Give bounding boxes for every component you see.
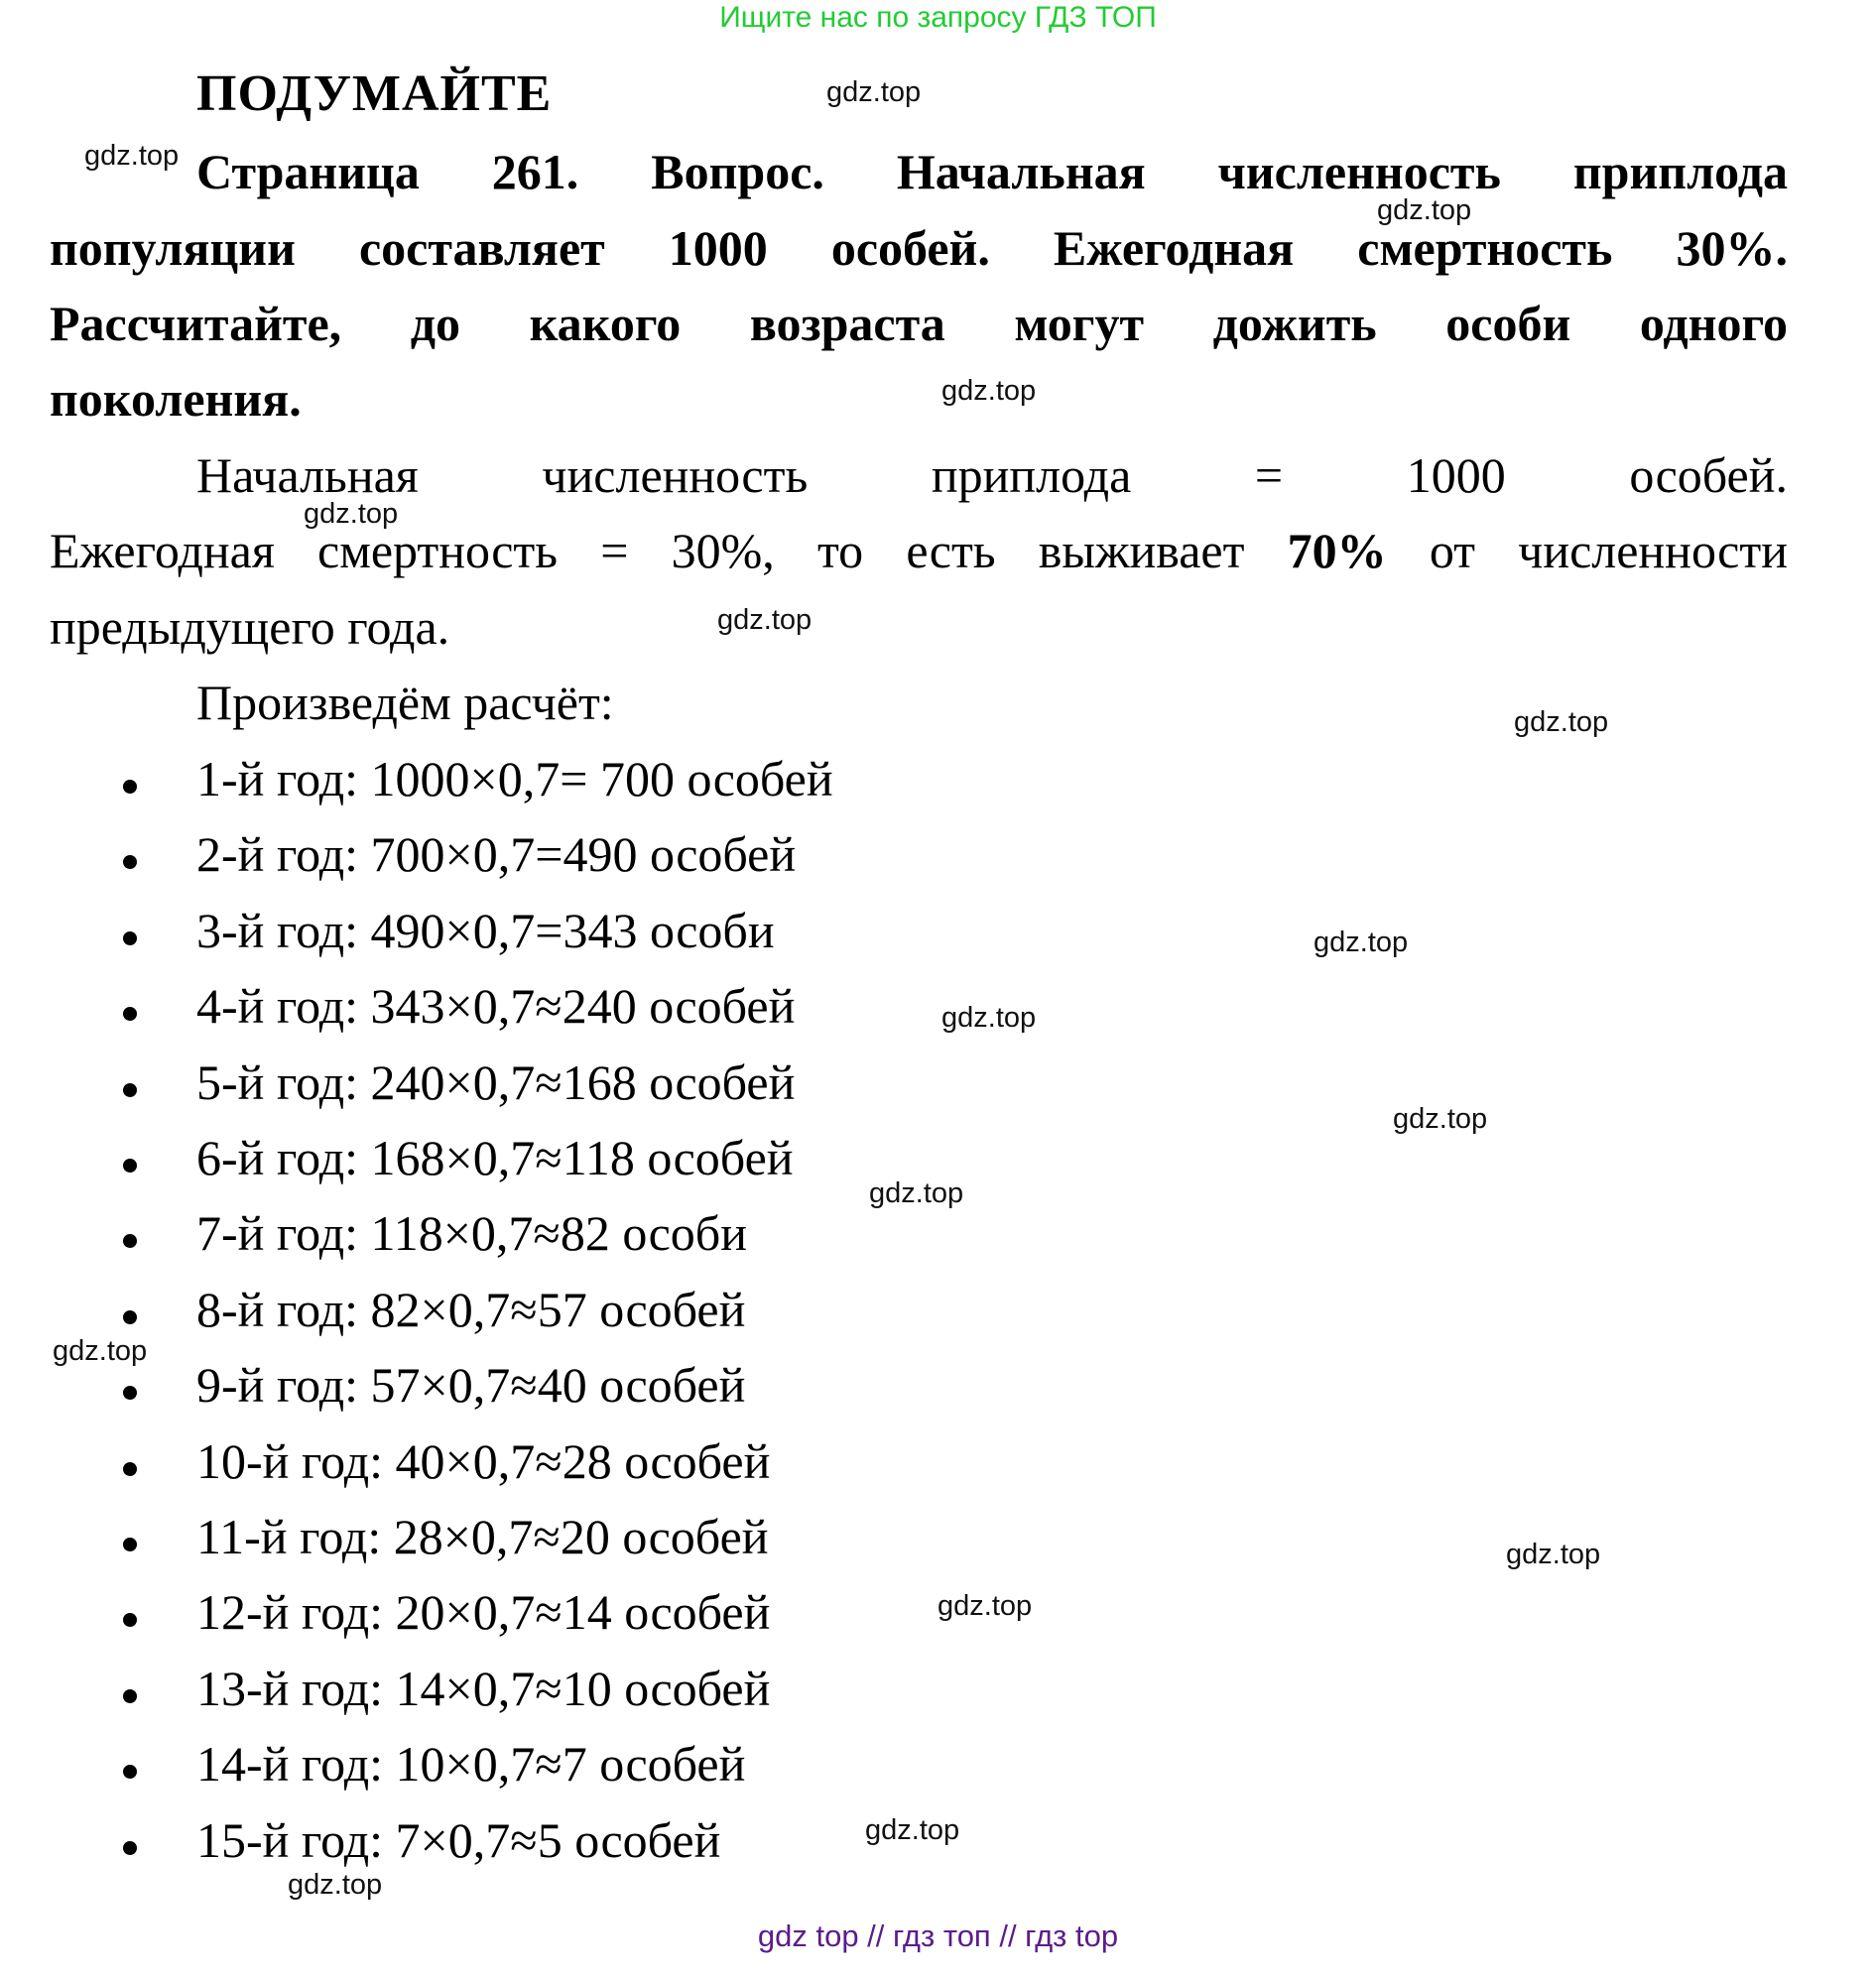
list-item: 14-й год: 10×0,7≈7 особей [196, 1736, 746, 1793]
list-item: 3-й год: 490×0,7=343 особи [196, 902, 775, 958]
watermark: gdz.top [869, 1177, 964, 1209]
question-line: Страница 261. Вопрос. Начальная численность приплода [196, 144, 1788, 199]
watermark: gdz.top [938, 1590, 1033, 1622]
answer-line: Начальная численность приплода = 1000 особей. [196, 447, 1788, 503]
bullet-icon [123, 1462, 137, 1476]
top-banner[interactable]: Ищите нас по запросу ГДЗ ТОП [719, 1, 1157, 34]
answer-line: предыдущего года. [50, 599, 450, 655]
question-line: поколения. [50, 371, 302, 427]
answer-text: Ежегодная смертность = 30%, то есть выживает [50, 523, 1288, 578]
watermark: gdz.top [53, 1335, 148, 1367]
list-item: 1-й год: 1000×0,7= 700 особей [196, 751, 833, 806]
watermark: gdz.top [288, 1869, 383, 1901]
watermark: gdz.top [1377, 194, 1472, 226]
bullet-icon [123, 1538, 137, 1551]
answer-line [50, 521, 1788, 580]
watermark: gdz.top [1514, 706, 1609, 738]
bullet-icon [123, 1841, 137, 1855]
bullet-icon [123, 931, 137, 945]
question-line: популяции составляет 1000 особей. Ежегодная смертность 30%. [50, 220, 1788, 276]
list-item: 5-й год: 240×0,7≈168 особей [196, 1053, 796, 1110]
list-item: 9-й год: 57×0,7≈40 особей [196, 1357, 746, 1414]
footer[interactable]: gdz top // гдз топ // гдз top [757, 1918, 1119, 1953]
watermark: gdz.top [1506, 1539, 1601, 1570]
bullet-icon [123, 1613, 137, 1627]
list-item: 11-й год: 28×0,7≈20 особей [196, 1509, 769, 1564]
bullet-icon [123, 1234, 137, 1248]
watermark: gdz.top [1313, 927, 1409, 958]
survival-rate: 70% [1287, 523, 1387, 578]
list-item: 4-й год: 343×0,7≈240 особей [196, 978, 796, 1035]
bullet-icon [123, 1386, 137, 1400]
bullet-icon [123, 855, 137, 869]
bullet-icon [123, 1765, 137, 1779]
bullet-icon [123, 1159, 137, 1173]
watermark: gdz.top [1393, 1103, 1488, 1135]
watermark: gdz.top [84, 140, 180, 172]
list-item: 10-й год: 40×0,7≈28 особей [196, 1432, 771, 1489]
bullet-icon [123, 1310, 137, 1324]
list-item: 6-й год: 168×0,7≈118 особей [196, 1130, 794, 1185]
list-item: 2-й год: 700×0,7=490 особей [196, 826, 797, 883]
question-line: Рассчитайте, до какого возраста могут дожить особи одного [50, 296, 1788, 351]
watermark: gdz.top [304, 498, 399, 530]
list-item: 12-й год: 20×0,7≈14 особей [196, 1584, 771, 1641]
list-item: 8-й год: 82×0,7≈57 особей [196, 1281, 746, 1337]
list-item: 13-й год: 14×0,7≈10 особей [196, 1660, 771, 1716]
watermark: gdz.top [826, 76, 922, 108]
list-item: 7-й год: 118×0,7≈82 особи [196, 1205, 747, 1262]
answer-text: от численности [1386, 523, 1788, 578]
watermark: gdz.top [865, 1814, 960, 1846]
bullet-icon [123, 1007, 137, 1021]
heading: ПОДУМАЙТЕ [196, 65, 553, 122]
bullet-icon [123, 1689, 137, 1703]
calc-intro: Произведём расчёт: [196, 675, 614, 730]
watermark: gdz.top [717, 604, 813, 636]
list-item: 15-й год: 7×0,7≈5 особей [196, 1811, 721, 1868]
bullet-icon [123, 1083, 137, 1097]
bullet-icon [123, 780, 137, 794]
watermark: gdz.top [941, 375, 1037, 407]
watermark: gdz.top [941, 1002, 1037, 1034]
